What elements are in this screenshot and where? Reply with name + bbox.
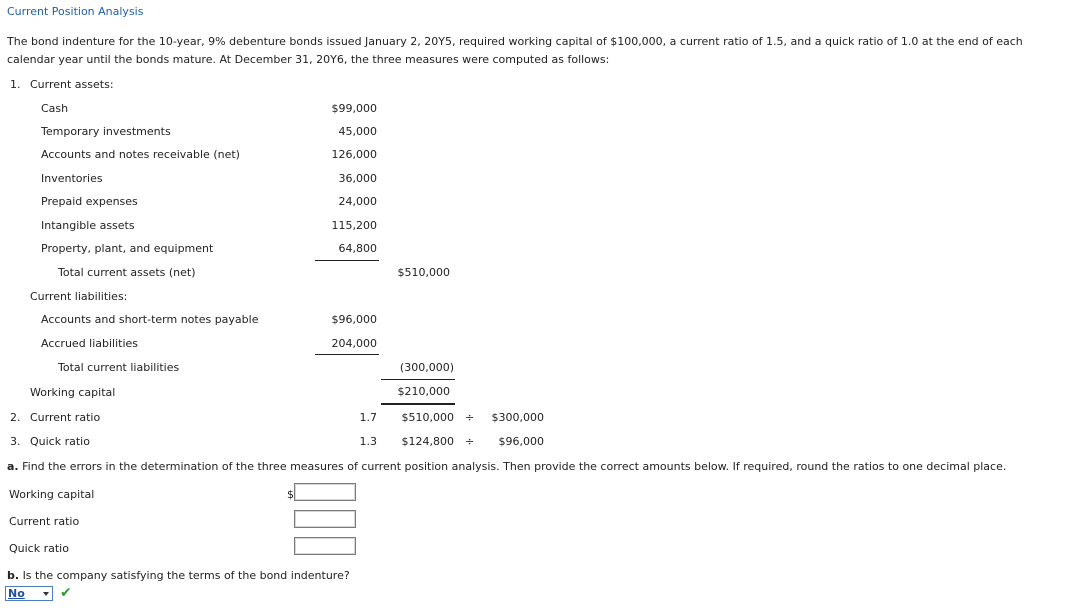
asset-label-intangible: Intangible assets	[41, 219, 135, 232]
asset-label-inventories: Inventories	[41, 172, 103, 185]
asset-amount-intangible: 115,200	[331, 219, 377, 232]
answer-label-quick-ratio: Quick ratio	[9, 542, 69, 555]
dollar-sign: $	[287, 488, 294, 501]
checkmark-icon: ✔	[60, 585, 72, 601]
part-a-instructions: Find the errors in the determination of the three measures of current position analysis. Then provide the correct amounts below. If required, round the ratios to one decimal place.	[22, 460, 1007, 473]
liabilities-underline	[315, 354, 379, 355]
working-capital-double-underline	[381, 403, 455, 405]
answer-label-working-capital: Working capital	[9, 488, 95, 501]
quick-ratio-input[interactable]	[294, 537, 356, 555]
liab-amount-accrued: 204,000	[331, 337, 377, 350]
asset-label-receivables: Accounts and notes receivable (net)	[41, 148, 240, 161]
liab-label-payable: Accounts and short-term notes payable	[41, 313, 259, 326]
total-assets-label: Total current assets (net)	[58, 266, 196, 279]
asset-amount-receivables: 126,000	[331, 148, 377, 161]
page-title: Current Position Analysis	[7, 5, 144, 18]
asset-amount-inventories: 36,000	[338, 172, 377, 185]
total-liabilities-label: Total current liabilities	[58, 361, 180, 374]
liab-amount-payable: $96,000	[331, 313, 377, 326]
section-1-number: 1.	[10, 78, 21, 91]
bond-terms-dropdown[interactable]	[5, 586, 53, 601]
section-3-number: 3.	[10, 435, 21, 448]
part-b-letter: b.	[7, 569, 20, 582]
chevron-down-icon	[43, 592, 49, 596]
total-liabilities-underline	[381, 379, 455, 380]
asset-amount-prepaid: 24,000	[338, 195, 377, 208]
quick-ratio-value: 1.3	[359, 435, 377, 448]
problem-intro: The bond indenture for the 10-year, 9% debenture bonds issued January 2, 20Y5, required working capital of $100,000, a current ratio of 1.5, and a quick ratio of 1.0 at the end of each calendar year until the bonds mature. At December 31, 20Y6, the three measures were computed as follows:	[7, 35, 1023, 66]
asset-label-cash: Cash	[41, 102, 69, 115]
asset-label-ppe: Property, plant, and equipment	[41, 242, 214, 255]
total-liabilities-amount: (300,000)	[399, 361, 454, 374]
current-ratio-divide: ÷	[465, 411, 475, 424]
quick-ratio-denominator: $96,000	[498, 435, 544, 448]
part-b-question: Is the company satisfying the terms of the bond indenture?	[22, 569, 350, 582]
current-ratio-numerator: $510,000	[401, 411, 454, 424]
asset-label-prepaid: Prepaid expenses	[41, 195, 138, 208]
current-ratio-denominator: $300,000	[491, 411, 544, 424]
answer-label-current-ratio: Current ratio	[9, 515, 80, 528]
working-capital-label: Working capital	[30, 386, 116, 399]
current-ratio-label: Current ratio	[30, 411, 101, 424]
asset-amount-temp-investments: 45,000	[338, 125, 377, 138]
liab-label-accrued: Accrued liabilities	[41, 337, 139, 350]
section-2-number: 2.	[10, 411, 21, 424]
working-capital-amount: $210,000	[397, 385, 450, 398]
asset-amount-ppe: 64,800	[338, 242, 377, 255]
current-liabilities-heading: Current liabilities:	[30, 290, 128, 303]
quick-ratio-divide: ÷	[465, 435, 475, 448]
quick-ratio-label: Quick ratio	[30, 435, 90, 448]
total-assets-amount: $510,000	[397, 266, 450, 279]
current-ratio-value: 1.7	[359, 411, 377, 424]
quick-ratio-numerator: $124,800	[401, 435, 454, 448]
dropdown-selected-value: No	[8, 587, 25, 600]
part-a-letter: a.	[7, 460, 19, 473]
working-capital-input[interactable]	[294, 483, 356, 501]
assets-underline	[315, 260, 379, 261]
asset-label-temp-investments: Temporary investments	[41, 125, 171, 138]
current-ratio-input[interactable]	[294, 510, 356, 528]
asset-amount-cash: $99,000	[331, 102, 377, 115]
current-assets-heading: Current assets:	[30, 78, 114, 91]
